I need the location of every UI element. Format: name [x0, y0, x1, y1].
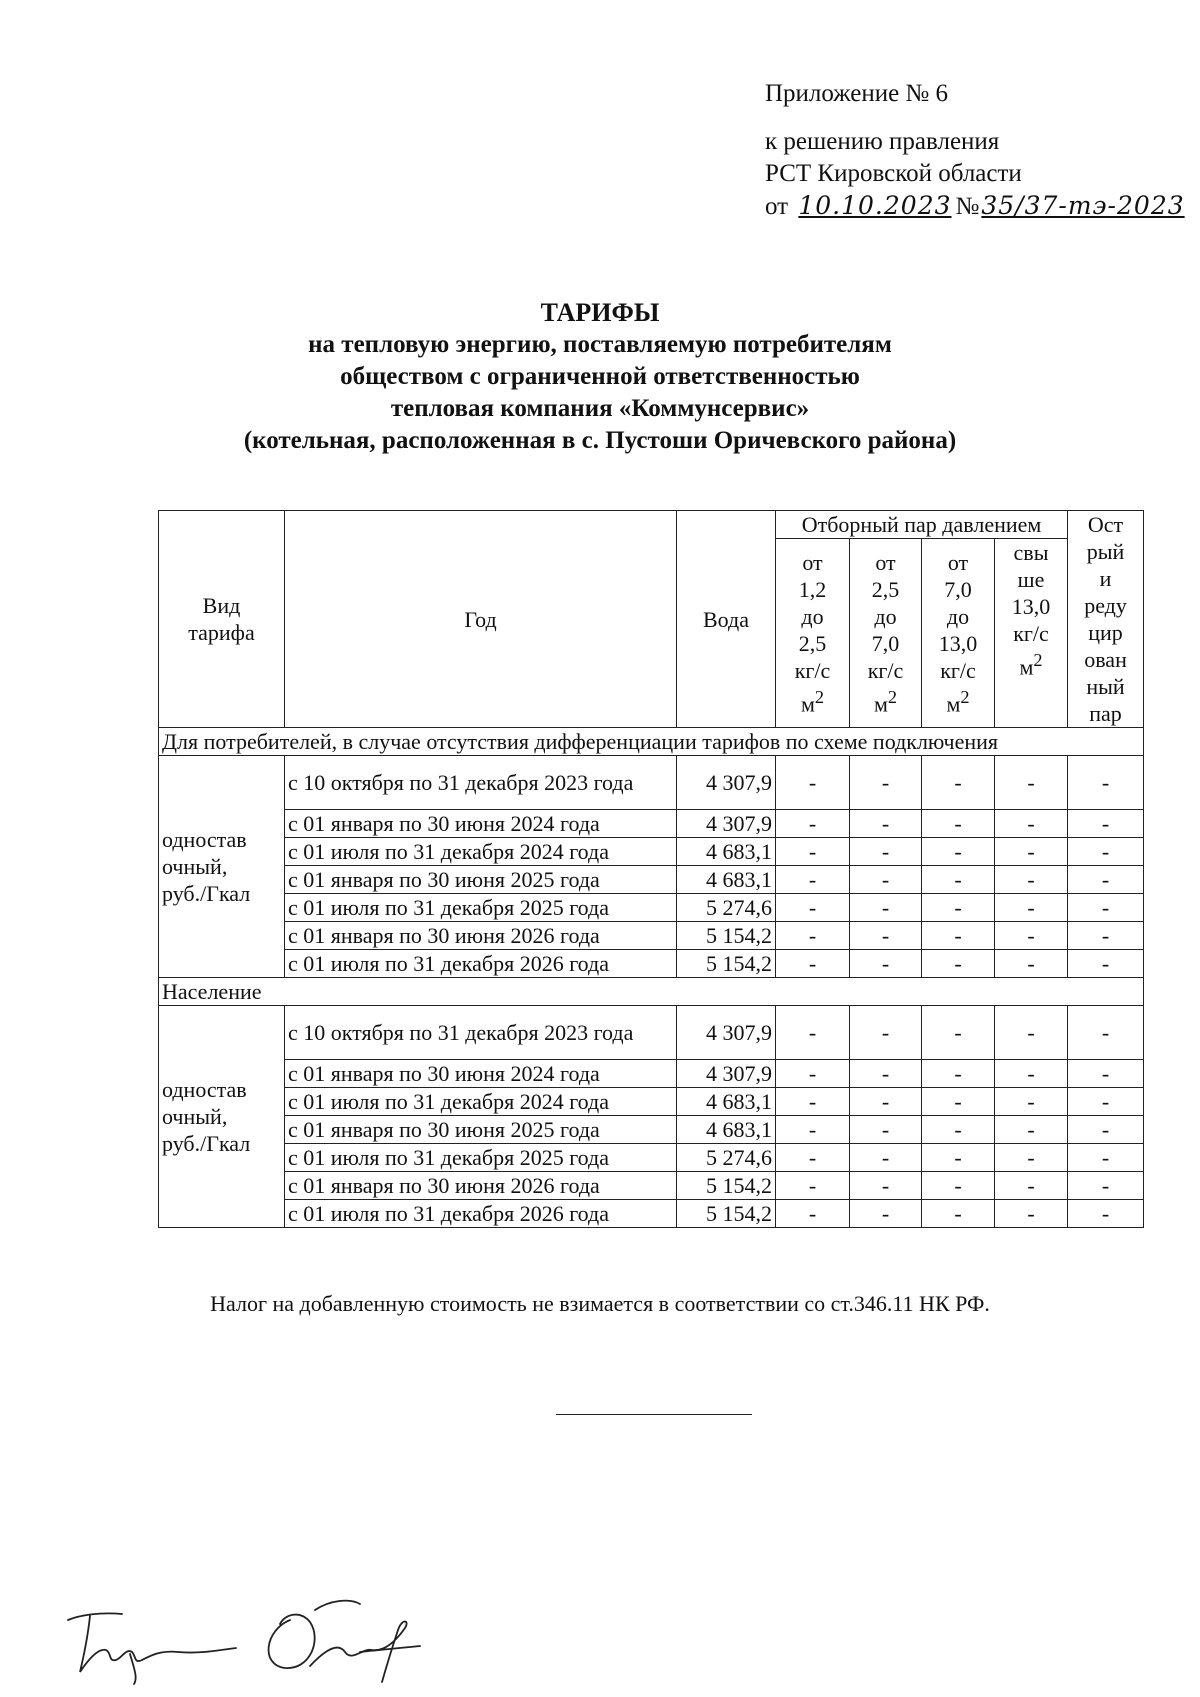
steam-tariff-cell-sharp: - [1068, 866, 1144, 894]
number-sign: № [955, 193, 980, 220]
water-tariff-cell: 4 307,9 [677, 756, 776, 810]
period-cell: с 10 октября по 31 декабря 2023 года [285, 756, 677, 810]
steam-tariff-cell-sharp: - [1068, 1144, 1144, 1172]
water-tariff-cell: 5 154,2 [677, 950, 776, 978]
period-cell: с 01 июля по 31 декабря 2026 года [285, 950, 677, 978]
water-tariff-cell: 5 274,6 [677, 1144, 776, 1172]
table-row [159, 1060, 1144, 1088]
steam-tariff-cell-p4: - [995, 894, 1068, 922]
handwritten-signature [60, 1590, 440, 1685]
table-row [159, 922, 1144, 950]
appendix-date-line [765, 190, 1185, 223]
appendix-authority: РСТ Кировской области [765, 160, 1022, 187]
steam-tariff-cell-p4: - [995, 756, 1068, 810]
steam-tariff-cell-p1: - [776, 1200, 850, 1228]
steam-tariff-cell-sharp: - [1068, 894, 1144, 922]
steam-tariff-cell-p3: - [922, 1116, 995, 1144]
header-vid: Вид тарифа [159, 511, 285, 728]
steam-tariff-cell-p4: - [995, 1088, 1068, 1116]
steam-tariff-cell-p3: - [922, 922, 995, 950]
water-tariff-cell: 4 307,9 [677, 1006, 776, 1060]
steam-tariff-cell-p3: - [922, 1088, 995, 1116]
header-god: Год [285, 511, 677, 728]
steam-tariff-cell-sharp: - [1068, 950, 1144, 978]
header-steam-group: Отборный пар давлением [776, 511, 1068, 539]
steam-tariff-cell-p2: - [850, 1144, 922, 1172]
table-row [159, 756, 1144, 810]
steam-tariff-cell-p2: - [850, 922, 922, 950]
header-pressure-2: от 2,5 до 7,0 кг/с $м^2$ [850, 539, 922, 728]
steam-tariff-cell-p1: - [776, 1172, 850, 1200]
steam-tariff-cell-p3: - [922, 866, 995, 894]
water-tariff-cell: 5 154,2 [677, 922, 776, 950]
steam-tariff-cell-p1: - [776, 838, 850, 866]
steam-tariff-cell-p2: - [850, 1116, 922, 1144]
steam-tariff-cell-p1: - [776, 922, 850, 950]
period-cell: с 01 июля по 31 декабря 2026 года [285, 1200, 677, 1228]
steam-tariff-cell-p2: - [850, 1172, 922, 1200]
steam-tariff-cell-p2: - [850, 810, 922, 838]
tariff-table [158, 510, 1144, 1228]
steam-tariff-cell-p1: - [776, 1060, 850, 1088]
water-tariff-cell: 5 274,6 [677, 894, 776, 922]
steam-tariff-cell-p4: - [995, 810, 1068, 838]
steam-tariff-cell-p2: - [850, 1060, 922, 1088]
table-row [159, 866, 1144, 894]
title-line-2: обществом с ограниченной ответственностью [340, 363, 860, 390]
section-label: Для потребителей, в случае отсутствия дифференциации тарифов по схеме подключения [159, 728, 1144, 756]
steam-tariff-cell-p3: - [922, 1060, 995, 1088]
steam-tariff-cell-p3: - [922, 950, 995, 978]
water-tariff-cell: 4 307,9 [677, 810, 776, 838]
steam-tariff-cell-p1: - [776, 894, 850, 922]
period-cell: с 01 июля по 31 декабря 2024 года [285, 838, 677, 866]
steam-tariff-cell-sharp: - [1068, 838, 1144, 866]
period-cell: с 01 января по 30 июня 2026 года [285, 922, 677, 950]
steam-tariff-cell-p4: - [995, 1200, 1068, 1228]
steam-tariff-cell-p4: - [995, 866, 1068, 894]
steam-tariff-cell-sharp: - [1068, 922, 1144, 950]
header-pressure-3: от 7,0 до 13,0 кг/с $м^2$ [922, 539, 995, 728]
steam-tariff-cell-p1: - [776, 1144, 850, 1172]
table-row [159, 1116, 1144, 1144]
steam-tariff-cell-p3: - [922, 810, 995, 838]
appendix-from: от [765, 193, 789, 220]
handwritten-number: 35/37-тэ-2023 [981, 191, 1185, 220]
steam-tariff-cell-sharp: - [1068, 756, 1144, 810]
steam-tariff-cell-sharp: - [1068, 1116, 1144, 1144]
header-voda: Вода [677, 511, 776, 728]
water-tariff-cell: 4 683,1 [677, 866, 776, 894]
period-cell: с 01 июля по 31 декабря 2025 года [285, 894, 677, 922]
steam-tariff-cell-p4: - [995, 1006, 1068, 1060]
period-cell: с 01 января по 30 июня 2025 года [285, 1116, 677, 1144]
table-row [159, 838, 1144, 866]
steam-tariff-cell-p2: - [850, 838, 922, 866]
appendix-block [765, 78, 1185, 223]
water-tariff-cell: 4 683,1 [677, 838, 776, 866]
period-cell: с 10 октября по 31 декабря 2023 года [285, 1006, 677, 1060]
period-cell: с 01 июля по 31 декабря 2025 года [285, 1144, 677, 1172]
water-tariff-cell: 5 154,2 [677, 1200, 776, 1228]
period-cell: с 01 января по 30 июня 2026 года [285, 1172, 677, 1200]
steam-tariff-cell-p1: - [776, 810, 850, 838]
header-pressure-1: от 1,2 до 2,5 кг/с $м^2$ [776, 539, 850, 728]
table-row [159, 810, 1144, 838]
table-row [159, 1144, 1144, 1172]
document-title [0, 297, 1200, 457]
period-cell: с 01 января по 30 июня 2024 года [285, 810, 677, 838]
steam-tariff-cell-p1: - [776, 950, 850, 978]
table-row [159, 1200, 1144, 1228]
table-row [159, 1006, 1144, 1060]
section-label: Население [159, 978, 1144, 1006]
steam-tariff-cell-p3: - [922, 756, 995, 810]
title-line-4: (котельная, расположенная в с. Пустоши Оричевского района) [243, 427, 957, 454]
table-row [159, 1088, 1144, 1116]
vat-note: Налог на добавленную стоимость не взимается в соответствии со ст.346.11 НК РФ. [210, 1291, 990, 1316]
section-header-row [159, 728, 1144, 756]
period-cell: с 01 января по 30 июня 2025 года [285, 866, 677, 894]
steam-tariff-cell-p2: - [850, 1006, 922, 1060]
steam-tariff-cell-p4: - [995, 950, 1068, 978]
steam-tariff-cell-p4: - [995, 1060, 1068, 1088]
steam-tariff-cell-sharp: - [1068, 810, 1144, 838]
steam-tariff-cell-p1: - [776, 1116, 850, 1144]
steam-tariff-cell-sharp: - [1068, 1200, 1144, 1228]
steam-tariff-cell-p4: - [995, 1116, 1068, 1144]
water-tariff-cell: 5 154,2 [677, 1172, 776, 1200]
steam-tariff-cell-p4: - [995, 1144, 1068, 1172]
tariff-type-cell: одностав очный, руб./Гкал [159, 1006, 285, 1228]
steam-tariff-cell-sharp: - [1068, 1088, 1144, 1116]
table-row [159, 894, 1144, 922]
header-sharp-steam: Ост рый и реду цир ован ный пар [1068, 511, 1144, 728]
steam-tariff-cell-p3: - [922, 1144, 995, 1172]
handwritten-date: 10.10.2023 [798, 191, 952, 220]
separator-line [556, 1414, 752, 1415]
appendix-number: Приложение № 6 [765, 80, 949, 107]
title-line-1: на тепловую энергию, поставляемую потребителям [308, 331, 892, 358]
header-pressure-4: свы ше 13,0 кг/с $м^2$ [995, 539, 1068, 728]
steam-tariff-cell-p2: - [850, 1088, 922, 1116]
water-tariff-cell: 4 683,1 [677, 1116, 776, 1144]
steam-tariff-cell-p4: - [995, 838, 1068, 866]
period-cell: с 01 июля по 31 декабря 2024 года [285, 1088, 677, 1116]
steam-tariff-cell-sharp: - [1068, 1172, 1144, 1200]
steam-tariff-cell-p1: - [776, 1088, 850, 1116]
steam-tariff-cell-p1: - [776, 1006, 850, 1060]
table-row [159, 950, 1144, 978]
steam-tariff-cell-p3: - [922, 894, 995, 922]
steam-tariff-cell-p3: - [922, 1200, 995, 1228]
steam-tariff-cell-p2: - [850, 1200, 922, 1228]
steam-tariff-cell-p1: - [776, 866, 850, 894]
title-line-3: тепловая компания «Коммунсервис» [390, 395, 810, 422]
steam-tariff-cell-p2: - [850, 950, 922, 978]
table-row [159, 1172, 1144, 1200]
water-tariff-cell: 4 683,1 [677, 1088, 776, 1116]
steam-tariff-cell-sharp: - [1068, 1006, 1144, 1060]
steam-tariff-cell-p4: - [995, 922, 1068, 950]
steam-tariff-cell-p2: - [850, 894, 922, 922]
appendix-decision: к решению правления [765, 128, 1000, 155]
steam-tariff-cell-p2: - [850, 756, 922, 810]
steam-tariff-cell-p4: - [995, 1172, 1068, 1200]
steam-tariff-cell-p3: - [922, 1172, 995, 1200]
steam-tariff-cell-sharp: - [1068, 1060, 1144, 1088]
steam-tariff-cell-p2: - [850, 866, 922, 894]
water-tariff-cell: 4 307,9 [677, 1060, 776, 1088]
steam-tariff-cell-p1: - [776, 756, 850, 810]
title-main: ТАРИФЫ [540, 298, 660, 327]
section-header-row [159, 978, 1144, 1006]
steam-tariff-cell-p3: - [922, 838, 995, 866]
period-cell: с 01 января по 30 июня 2024 года [285, 1060, 677, 1088]
steam-tariff-cell-p3: - [922, 1006, 995, 1060]
tariff-type-cell: одностав очный, руб./Гкал [159, 756, 285, 978]
